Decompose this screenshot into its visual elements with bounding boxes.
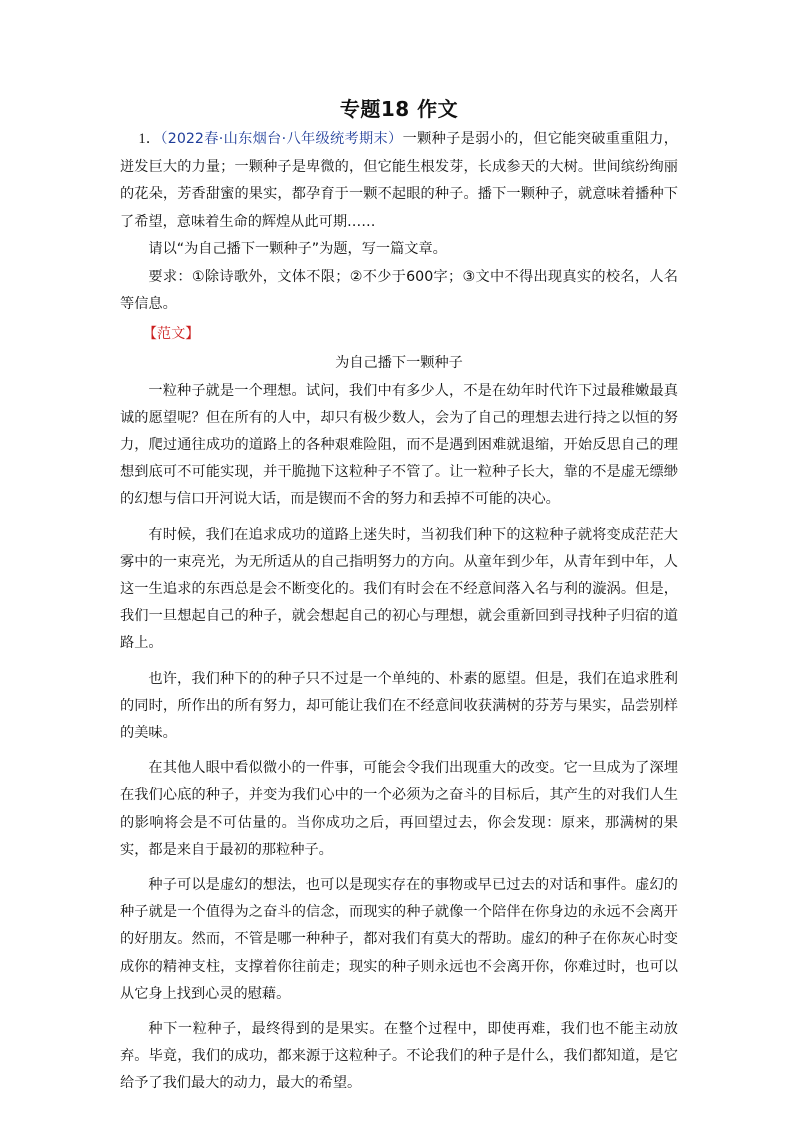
essay-paragraph-6: 种下一粒种子，最终得到的是果实。在整个过程中，即使再难，我们也不能主动放弃。毕竟，我们的成功，都来源于这粒种子。不论我们的种子是什么，我们都知道，是它给予了我们最大的动力，最大的希望。 — [120, 1020, 678, 1092]
essay-paragraph-3: 也许，我们种下的的种子只不过是一个单纯的、朴素的愿望。但是，我们在追求胜利的同时，所作出的所有努力，却可能让我们在不经意间收获满树的芬芳与果实，品尝别样的美味。 — [120, 670, 678, 741]
essay-paragraph-5: 种子可以是虚幻的想法，也可以是现实存在的事物或早已过去的对话和事件。虚幻的种子就是一个值得为之奋斗的信念，而现实的种子就像一个陪伴在你身边的永远不会离开的好朋友。然而，不管是哪一种种子，都对我们有莫大的帮助。虚幻的种子在你灰心时变成你的精神支柱，支撑着你往前走；现实的种子则永远也不会离开你，你难过时，也可以从它身上找到心灵的慰藉。 — [120, 876, 678, 1002]
question-prompt: 一颗种子是弱小的，但它能突破重重阻力，迸发巨大的力量；一颗种子是卑微的，但它能生根发芽，长成参天的大树。世间缤纷绚丽的花朵，芳香甜蜜的果实，都孕育于一颗不起眼的种子。播下一颗种子，就意味着播种下了希望，意味着生命的辉煌从此可期…… — [120, 131, 678, 230]
question-source: （2022春·山东烟台·八年级统考期末） — [160, 131, 403, 147]
essay-paragraph-2: 有时候，我们在追求成功的道路上迷失时，当初我们种下的这粒种子就将变成茫茫大雾中的一束亮光，为无所适从的自己指明努力的方向。从童年到少年，从青年到中年，人这一生追求的东西总是会不断变化的。我们有时会在不经意间落入名与利的漩涡。但是，我们一旦想起自己的种子，就会想起自己的初心与理想，就会重新回到寻找种子归宿的道路上。 — [120, 526, 678, 652]
essay-body — [120, 378, 678, 1098]
document-page — [120, 96, 678, 1098]
question-requirements: 要求：①除诗歌外，文体不限；②不少于600字；③文中不得出现真实的校名，人名等信息。 — [120, 268, 678, 312]
fanwen-label: 【范文】 — [142, 325, 200, 342]
essay-paragraph-1: 一粒种子就是一个理想。试问，我们中有多少人，不是在幼年时代许下过最稚嫩最真诚的愿望呢？但在所有的人中，却只有极少数人，会为了自己的理想去进行持之以恒的努力，爬过通往成功的道路上的各种艰难险阻，而不是遇到困难就退缩，开始反思自己的理想到底可不可能实现，并干脆抛下这粒种子不管了。让一粒种子长大，靠的不是虚无缥缈的幻想与信口开河说大话，而是锲而不舍的努力和丢掉不可能的决心。 — [120, 382, 678, 508]
essay-paragraph-4: 在其他人眼中看似微小的一件事，可能会令我们出现重大的改变。它一旦成为了深埋在我们心底的种子，并变为我们心中的一个必须为之奋斗的目标后，其产生的对我们人生的影响将会是不可估量的。当你成功之后，再回望过去，你会发现：原来，那满树的果实，都是来自于最初的那粒种子。 — [120, 760, 678, 858]
question-instruction: 请以“为自己播下一颗种子”为题，写一篇文章。 — [148, 241, 447, 257]
page-title: 专题18 作文 — [339, 97, 459, 121]
question-number: 1． — [138, 131, 161, 147]
essay-title: 为自己播下一颗种子 — [335, 355, 463, 371]
question-paragraph — [120, 126, 678, 236]
